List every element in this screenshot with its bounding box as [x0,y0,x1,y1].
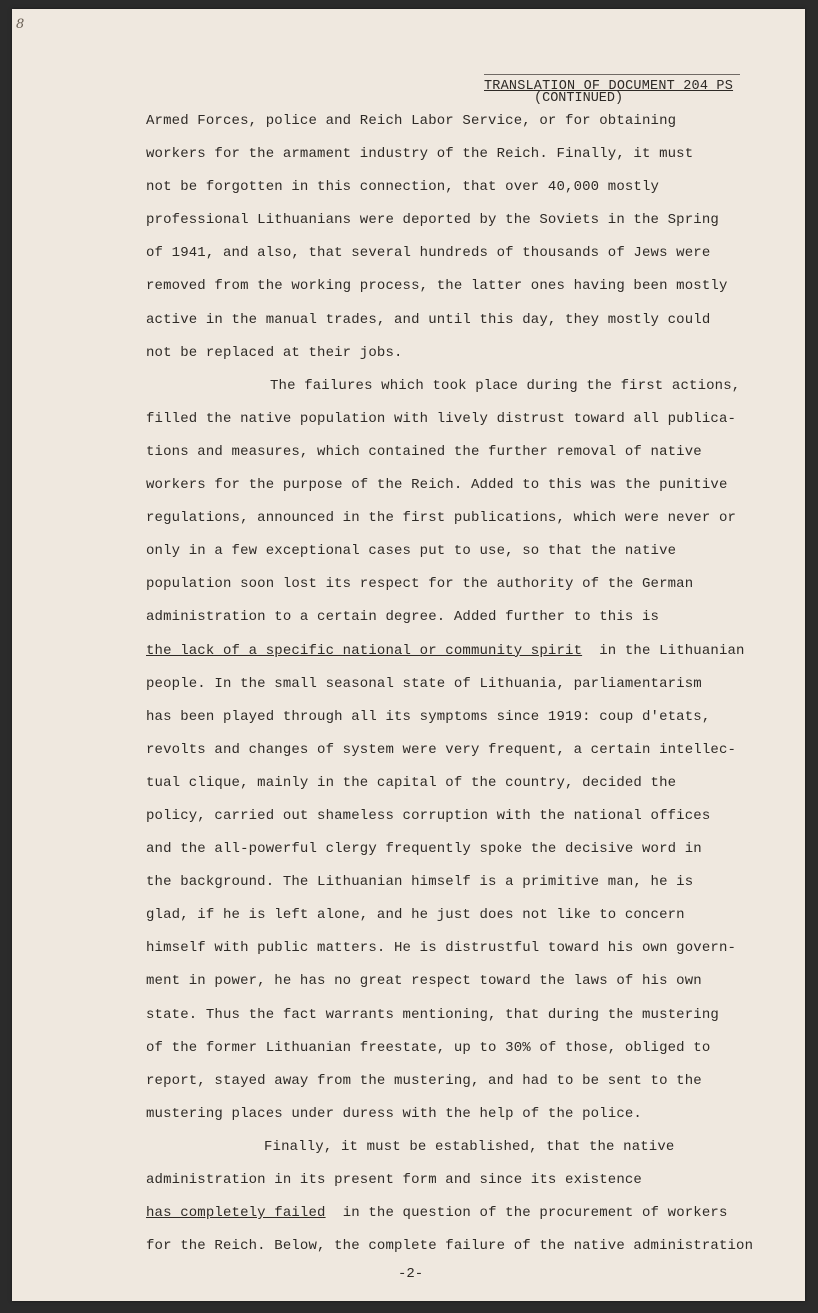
text-line: only in a few exceptional cases put to use, so that the native [146,543,677,560]
text-line: filled the native population with lively distrust toward all publica- [146,410,737,427]
text-line: glad, if he is left alone, and he just does not like to concern [146,907,685,924]
document-header-subtitle: (CONTINUED) [534,91,624,106]
text-line: report, stayed away from the mustering, and had to be sent to the [146,1072,702,1089]
text-line: and the all-powerful clergy frequently spoke the decisive word in [146,841,702,858]
text-line: the background. The Lithuanian himself is a primitive man, he is [146,874,694,891]
text-line: policy, carried out shameless corruption with the national offices [146,807,711,824]
corner-handwritten-mark: 8 [16,17,25,32]
text-line: workers for the purpose of the Reich. Added to this was the punitive [146,477,728,494]
text-line: workers for the armament industry of the Reich. Finally, it must [146,146,694,163]
text-line: professional Lithuanians were deported by the Soviets in the Spring [146,212,719,229]
text-line: tions and measures, which contained the further removal of native [146,443,702,460]
text-line: of 1941, and also, that several hundreds of thousands of Jews were [146,245,711,262]
text-line: mustering places under duress with the help of the police. [146,1105,642,1122]
text-line: administration to a certain degree. Added further to this is [146,609,660,626]
text-line [146,635,746,668]
text-line: active in the manual trades, and until this day, they mostly could [146,311,711,328]
text-line: The failures which took place during the first actions, [270,377,741,394]
page-number: -2- [398,1266,424,1282]
underlined-phrase: the lack of a specific national or community spirit [146,642,583,659]
text-line: population soon lost its respect for the authority of the German [146,576,694,593]
document-header-title: TRANSLATION OF DOCUMENT 204 PS [484,79,734,94]
text-line: regulations, announced in the first publications, which were never or [146,510,737,527]
text-line [146,1197,746,1230]
underlined-phrase: has completely failed [146,1205,326,1222]
text-line: has been played through all its symptoms since 1919: coup d'etats, [146,708,711,725]
text-line: ment in power, he has no great respect toward the laws of his own [146,973,702,990]
text-line: for the Reich. Below, the complete failure of the native administration [146,1238,754,1255]
document-body [146,105,754,1263]
line-continuation: in the Lithuanian [582,642,745,659]
document-page [12,9,805,1301]
text-line: Finally, it must be established, that the native [264,1138,675,1155]
text-line: himself with public matters. He is distrustful toward his own govern- [146,940,737,957]
text-line: of the former Lithuanian freestate, up to 30% of those, obliged to [146,1039,711,1056]
line-continuation: in the question of the procurement of workers [325,1205,728,1222]
text-line: tual clique, mainly in the capital of the country, decided the [146,774,677,791]
text-line: administration in its present form and since its existence [146,1172,642,1188]
text-line: revolts and changes of system were very frequent, a certain intellec- [146,741,737,758]
text-line: not be replaced at their jobs. [146,344,403,361]
text-line: Armed Forces, police and Reich Labor Service, or for obtaining [146,113,677,129]
text-line: people. In the small seasonal state of Lithuania, parliamentarism [146,675,702,692]
text-line: state. Thus the fact warrants mentioning, that during the mustering [146,1006,719,1023]
text-line: not be forgotten in this connection, that over 40,000 mostly [146,179,660,196]
header-rule [484,74,740,75]
text-line: removed from the working process, the latter ones having been mostly [146,278,728,295]
